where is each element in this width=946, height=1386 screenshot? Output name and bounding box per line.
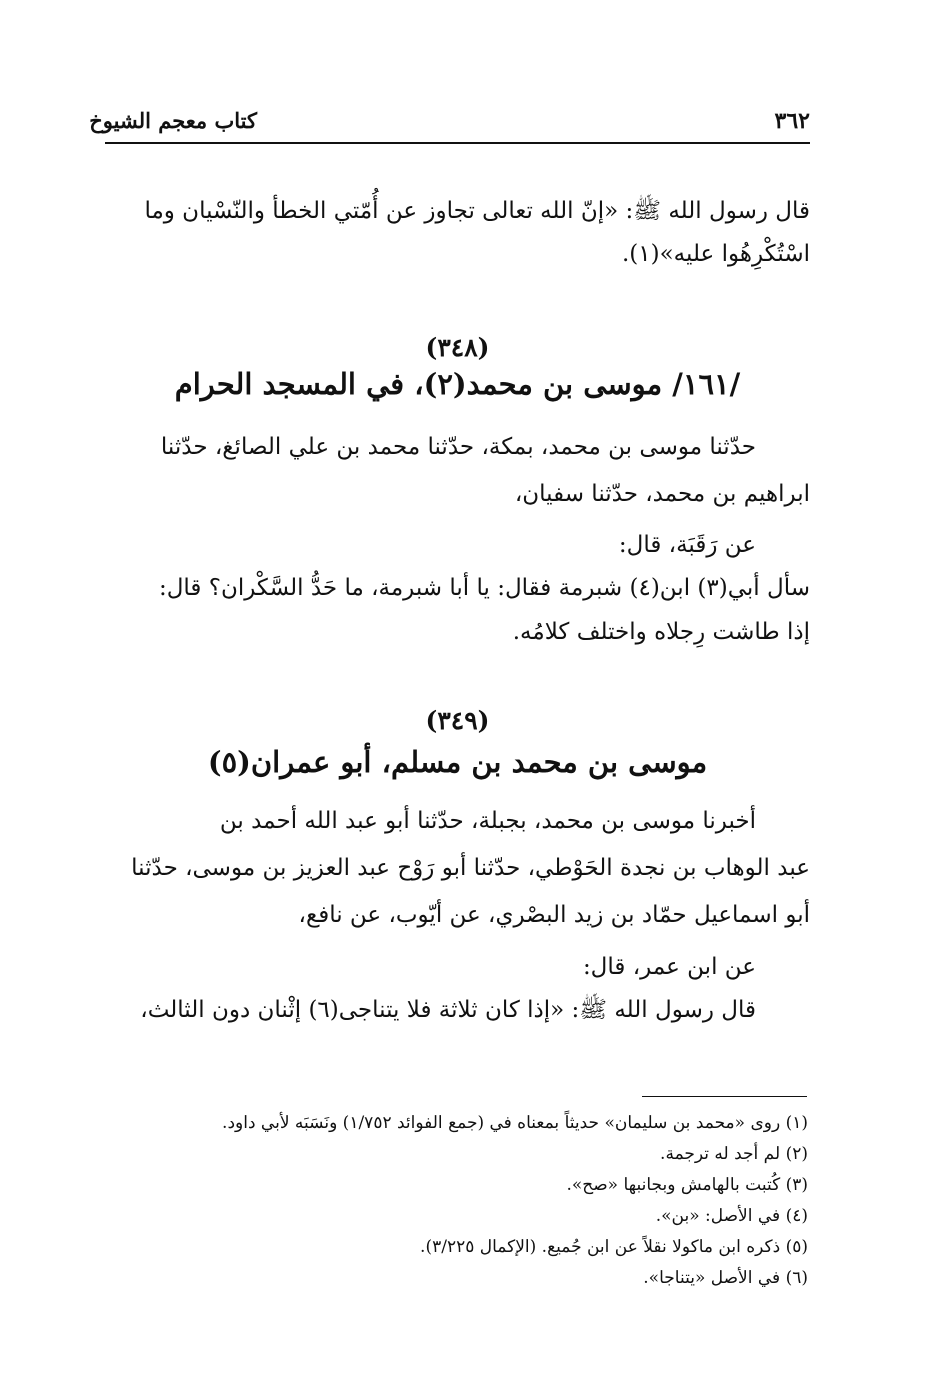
entry-number-348: (٣٤٨) [425,333,490,362]
footnote-2: (٢) لم أجد له ترجمة. [660,1144,808,1164]
footnote-4: (٤) في الأصل: «بن». [655,1206,808,1226]
book-title: كتاب معجم الشيوخ [89,108,257,133]
isnad-349-line-2: عبد الوهاب بن نجدة الحَوْطي، حدّثنا أبو رَوْح عبد العزيز بن موسى، حدّثنا [131,855,810,881]
page-header [89,106,810,144]
footnote-6: (٦) في الأصل «يتناجا». [643,1268,808,1288]
entry-title-348: /١٦١/ موسى بن محمد(٢)، في المسجد الحرام [174,367,741,401]
text-348-line-2: إذا طاشت رِجلاه واختلف كلامُه. [512,619,810,645]
isnad-348-line-1: حدّثنا موسى بن محمد، بمكة، حدّثنا محمد بن علي الصائغ، حدّثنا [160,434,756,460]
intro-line-1: قال رسول الله ﷺ: «إنّ الله تعالى تجاوز عن أُمّتي الخطأ والنّسْيان وما [144,198,810,224]
text-348-line-1: سأل أبي(٣) ابن(٤) شبرمة فقال: يا أبا شبرمة، ما حَدُّ السَّكْران؟ قال: [158,575,810,601]
narrator-348: عن رَقَبَة، قال: [618,532,756,558]
isnad-349-line-1: أخبرنا موسى بن محمد، بجبلة، حدّثنا أبو عبد الله أحمد بن [219,808,756,834]
text-349-line-1: قال رسول الله ﷺ: «إذا كان ثلاثة فلا يتناجى(٦) إثْنان دون الثالث، [140,997,756,1023]
footnote-separator [642,1096,807,1097]
footnote-1: (١) روى «محمد بن سليمان» حديثاً بمعناه في (جمع الفوائد ١/٧٥٢) ونَسَبَه لأبي داود. [222,1113,808,1133]
page-number: ٣٦٢ [774,108,810,134]
footnotes [140,1108,808,1294]
footnote-5: (٥) ذكره ابن ماكولا نقلاً عن ابن جُميع. (الإكمال ٣/٢٢٥). [420,1237,808,1257]
narrator-349: عن ابن عمر، قال: [582,954,756,980]
isnad-349-line-3: أبو اسماعيل حمّاد بن زيد البصْري، عن أيّوب، عن نافع، [298,902,810,928]
entry-number-349: (٣٤٩) [425,706,490,735]
entry-title-349: موسى بن محمد بن مسلم، أبو عمران(٥) [207,745,708,779]
intro-line-2: اسْتُكْرِهُوا عليه»(١). [621,241,810,267]
isnad-348-line-2: ابراهيم بن محمد، حدّثنا سفيان، [514,481,810,507]
footnote-3: (٣) كُتبت بالهامش وبجانبها «صح». [566,1175,808,1195]
